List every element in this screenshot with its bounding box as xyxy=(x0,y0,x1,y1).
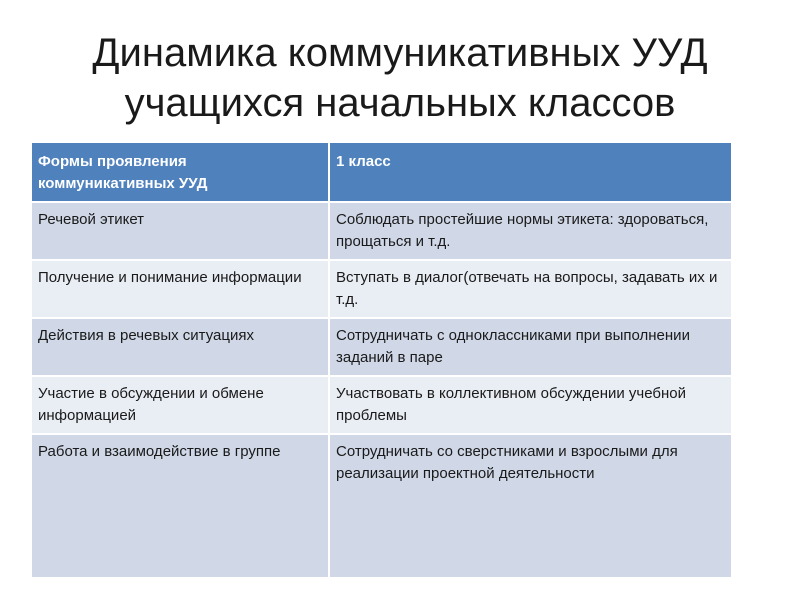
table-header-row xyxy=(32,143,732,202)
cell-form: Работа и взаимодействие в группе xyxy=(32,434,329,578)
header-grade-1: 1 класс xyxy=(329,143,732,202)
table-row xyxy=(32,318,732,376)
table-row xyxy=(32,202,732,260)
slide-title xyxy=(0,28,800,128)
cell-grade-1: Вступать в диалог(отвечать на вопросы, задавать их и т.д. xyxy=(329,260,732,318)
uud-table xyxy=(32,143,733,579)
cell-form: Участие в обсуждении и обмене информацией xyxy=(32,376,329,434)
cell-grade-1: Соблюдать простейшие нормы этикета: здороваться, прощаться и т.д. xyxy=(329,202,732,260)
header-forms: Формы проявления коммуникативных УУД xyxy=(32,143,329,202)
cell-form: Получение и понимание информации xyxy=(32,260,329,318)
slide-title-line-1: Динамика коммуникативных УУД xyxy=(92,31,708,75)
cell-grade-1: Сотрудничать со сверстниками и взрослыми для реализации проектной деятельности xyxy=(329,434,732,578)
table-row xyxy=(32,260,732,318)
slide-title-line-2: учащихся начальных классов xyxy=(124,81,676,125)
cell-grade-1: Участвовать в коллективном обсуждении учебной проблемы xyxy=(329,376,732,434)
table-row xyxy=(32,376,732,434)
cell-form: Речевой этикет xyxy=(32,202,329,260)
table-row xyxy=(32,434,732,578)
cell-grade-1: Сотрудничать с одноклассниками при выполнении заданий в паре xyxy=(329,318,732,376)
cell-form: Действия в речевых ситуациях xyxy=(32,318,329,376)
